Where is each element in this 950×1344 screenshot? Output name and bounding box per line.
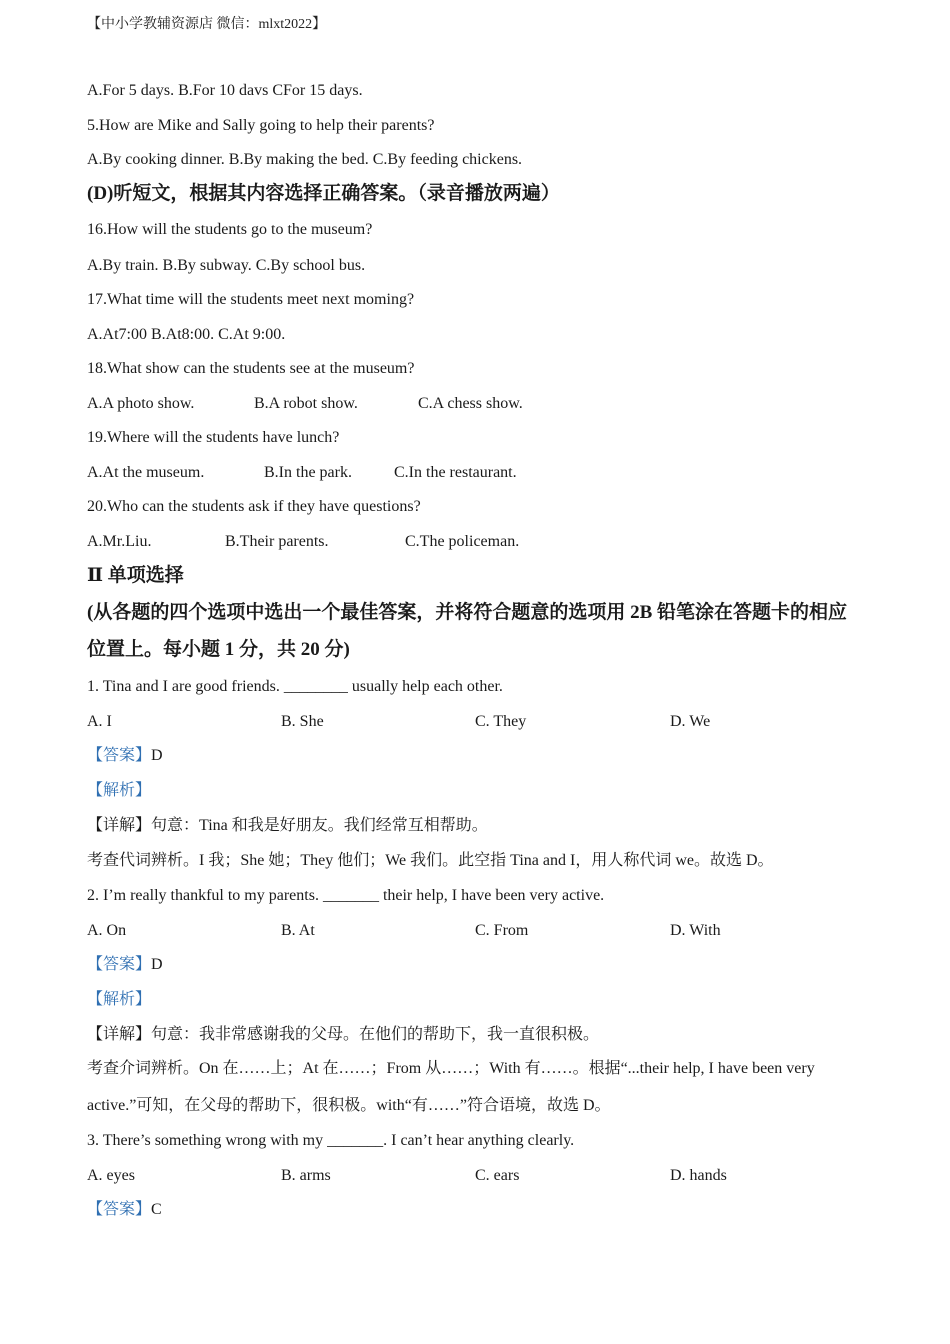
answer-value: D [151,747,163,764]
q1-answer [87,746,163,766]
q20-stem: 20.Who can the students ask if they have questions? [87,498,421,515]
q2-explanation-line1: 考查介词辨析。On 在……上；At 在……；From 从……；With 有……。根据“...their help, I have been very [87,1060,815,1077]
q3-option-d: D. hands [670,1167,727,1184]
answer-label: 【答案】 [87,956,152,973]
q2-option-d: D. With [670,922,721,939]
answer-label: 【答案】 [87,747,152,764]
q3-option-c: C. ears [475,1167,520,1184]
q17-options: A.At7:00 B.At8:00. C.At 9:00. [87,326,286,343]
q1-option-c: C. They [475,713,527,730]
q2-option-c: C. From [475,922,529,939]
q17-stem: 17.What time will the students meet next moming? [87,291,415,308]
q18-stem: 18.What show can the students see at the museum? [87,360,415,377]
q1-option-a: A. I [87,713,112,730]
q1-option-d: D. We [670,713,711,730]
q5-options: A.By cooking dinner. B.By making the bed. C.By feeding chickens. [87,151,523,168]
answer-label: 【答案】 [87,1201,152,1218]
q19-stem: 19.Where will the students have lunch? [87,429,340,446]
section-d-heading: (D)听短文，根据其内容选择正确答案。（录音播放两遍） [87,183,560,204]
q1-stem: 1. Tina and I are good friends. ________ usually help each other. [87,678,503,695]
q1-explanation: 考查代词辨析。I 我；She 她；They 他们；We 我们。此空指 Tina and I，用人称代词 we。故选 D。 [87,852,774,869]
q2-answer [87,955,163,975]
q2-option-a: A. On [87,922,127,939]
section2-instructions-line1: (从各题的四个选项中选出一个最佳答案，并将符合题意的选项用 2B 铅笔涂在答题卡的相应 [87,602,848,623]
q16-stem: 16.How will the students go to the museum? [87,221,373,238]
q1-option-b: B. She [281,713,324,730]
answer-value: C [151,1201,162,1218]
page-header: 【中小学教辅资源店 微信：mlxt2022】 [87,17,327,32]
q20-option-c: C.The policeman. [405,533,520,550]
q2-detail: 【详解】句意：我非常感谢我的父母。在他们的帮助下，我一直很积极。 [87,1026,600,1043]
q19-option-a: A.At the museum. [87,464,205,481]
q19-option-c: C.In the restaurant. [394,464,517,481]
q3-answer [87,1200,162,1220]
q18-option-a: A.A photo show. [87,395,195,412]
section2-instructions-line2: 位置上。每小题 1 分，共 20 分) [87,639,350,660]
q3-option-a: A. eyes [87,1167,135,1184]
q18-option-c: C.A chess show. [418,395,523,412]
q16-options: A.By train. B.By subway. C.By school bus. [87,257,366,274]
q1-analysis-label: 【解析】 [87,782,152,799]
q18-option-b: B.A robot show. [254,395,358,412]
q3-stem: 3. There’s something wrong with my _______. I can’t hear anything clearly. [87,1132,575,1149]
q2-analysis-label: 【解析】 [87,991,152,1008]
section2-title: Ⅱ 单项选择 [87,565,184,586]
q2-option-b: B. At [281,922,315,939]
q3-option-b: B. arms [281,1167,331,1184]
q20-option-a: A.Mr.Liu. [87,533,152,550]
q1-detail: 【详解】句意：Tina 和我是好朋友。我们经常互相帮助。 [87,817,488,834]
q20-option-b: B.Their parents. [225,533,329,550]
answer-value: D [151,956,163,973]
q19-option-b: B.In the park. [264,464,352,481]
q2-stem: 2. I’m really thankful to my parents. _______ their help, I have been very active. [87,887,605,904]
q5-stem: 5.How are Mike and Sally going to help their parents? [87,117,435,134]
q4-options: A.For 5 days. B.For 10 davs CFor 15 days. [87,82,363,99]
q2-explanation-line2: active.”可知，在父母的帮助下，很积极。with“有……”符合语境，故选 D。 [87,1097,611,1114]
